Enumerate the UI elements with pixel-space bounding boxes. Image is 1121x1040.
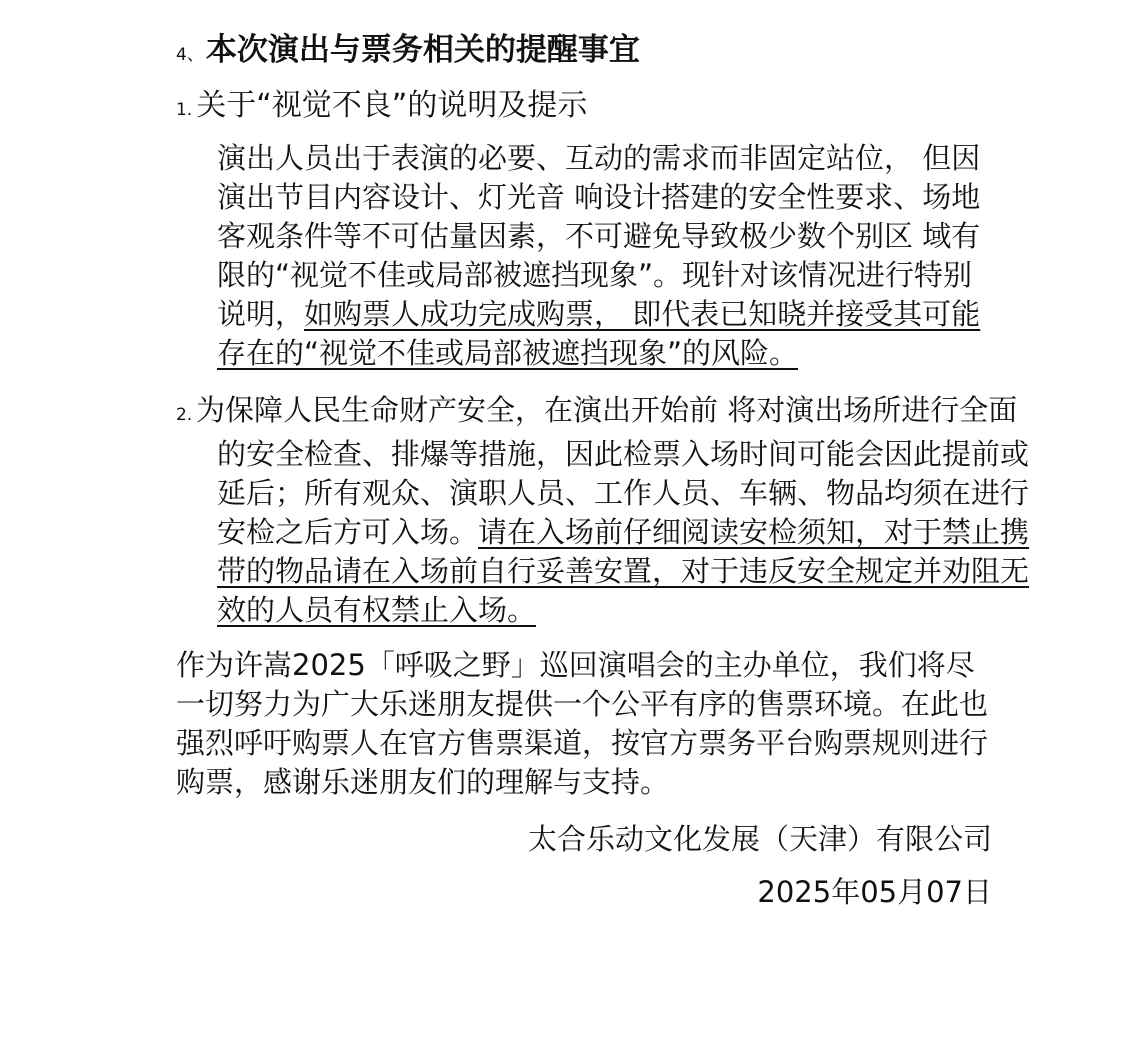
section-title (176, 28, 1006, 77)
item1-heading (176, 85, 1006, 131)
item1-number: 1. (176, 100, 193, 120)
notice-document (176, 28, 1030, 912)
item1-heading-text: 关于“视觉不良”的说明及提示 (196, 88, 588, 123)
item2-text: 为保障人民生命财产安全，在演出开始前 将对演出场所进行全面的安全检查、排爆等措施，因此检票入场时间可能会因此提前或延后；所有观众、演职人员、工作人员、车辆、物品均须在进行安检之后方可入场。 (196, 393, 1030, 549)
organizer-signature: 太合乐动文化发展（天津）有限公司 (527, 822, 992, 856)
section-title-text: 本次演出与票务相关的提醒事宜 (205, 32, 640, 68)
item2-underlined-text: 请在入场前仔细阅读安检须知，对于禁止携带的物品请在入场前自行妥善安置，对于违反安全规定并劝阻无效的人员有权禁止入场。 (217, 515, 1030, 627)
item1-paragraph (176, 139, 992, 373)
item-security-notice (176, 391, 1030, 630)
item1-text: 演出人员出于表演的必要、互动的需求而非固定站位， 但因演出节目内容设计、灯光音 响设计搭建的安全性要求、场地客观条件等不可估量因素，不可避免导致极少数个别区 域有限的“视觉不佳或局部被遮挡现象”。现针对该情况进行特别说明， (217, 141, 981, 331)
section-number: 4、 (176, 45, 204, 65)
item2-number: 2. (176, 405, 193, 425)
notice-date: 2025年05月07日 (757, 875, 992, 909)
closing-paragraph: 作为许嵩2025「呼吸之野」巡回演唱会的主办单位，我们将尽一切努力为广大乐迷朋友提供一个公平有序的售票环境。在此也强烈呼吁购票人在官方售票渠道，按官方票务平台购票规则进行购票，感谢乐迷朋友们的理解与支持。 (176, 648, 989, 799)
item-visual-notice (176, 85, 1006, 373)
item1-underlined-text: 如购票人成功完成购票， 即代表已知晓并接受其可能存在的“视觉不佳或局部被遮挡现象”的风险。 (217, 297, 981, 370)
item2-paragraph (176, 391, 1033, 630)
